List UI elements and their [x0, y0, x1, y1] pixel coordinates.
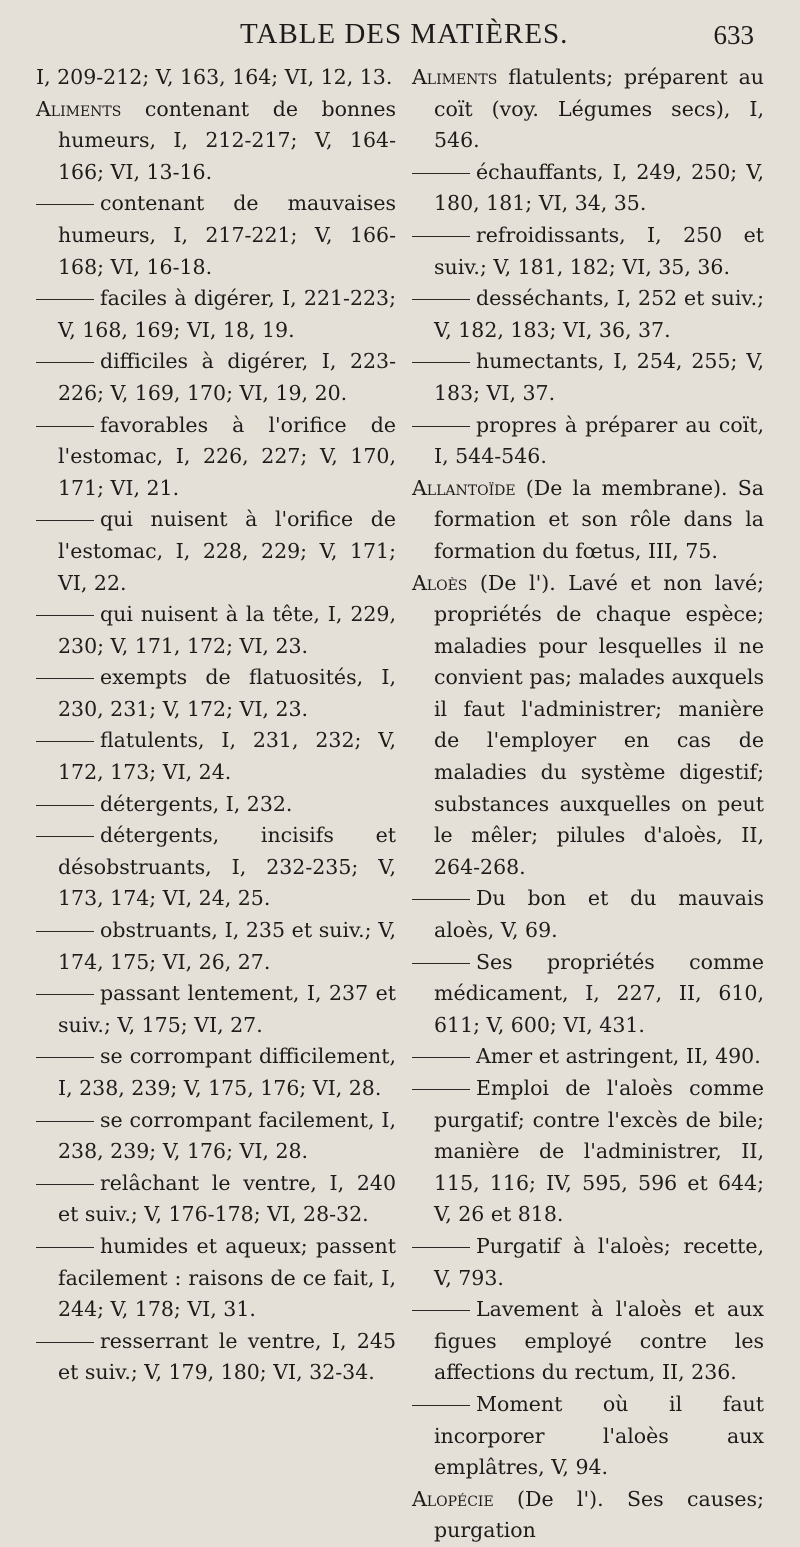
- entry-text: Emploi de l'aloès comme purgatif; contre l'excès de bile; manière de l'administrer, II, 115, 116; IV, 595, 596 et 644; V, 26 et 818.: [434, 1076, 764, 1227]
- ditto-dash: [36, 426, 94, 427]
- entry-text: qui nuisent à la tête, I, 229, 230; V, 171, 172; VI, 23.: [58, 602, 396, 658]
- index-subentry: [412, 883, 764, 946]
- index-subentry: [412, 1294, 764, 1389]
- entry-text: échauffants, I, 249, 250; V, 180, 181; VI, 34, 35.: [434, 159, 764, 216]
- ditto-dash: [412, 1310, 470, 1311]
- index-subentry: [36, 978, 396, 1041]
- entry-text: (De la membrane). Sa formation et son rôle dans la formation du fœtus, III, 75.: [434, 475, 764, 563]
- ditto-dash: [36, 204, 94, 205]
- page-header: [0, 18, 800, 58]
- entry-text: contenant de mauvaises humeurs, I, 217-221; V, 166-168; VI, 16-18.: [58, 191, 396, 279]
- entry-text: exempts de flatuosités, I, 230, 231; V, 172; VI, 23.: [58, 665, 396, 721]
- index-subentry: [36, 410, 396, 505]
- ditto-dash: [412, 1247, 470, 1248]
- ditto-dash: [412, 899, 470, 900]
- index-subentry: [412, 1073, 764, 1231]
- index-subentry: [36, 1105, 396, 1168]
- entry-keyword: Alopécie: [412, 1486, 494, 1511]
- entry-text: propres à préparer au coït, I, 544-546.: [434, 412, 764, 469]
- index-subentry: [36, 599, 396, 662]
- index-subentry: [412, 410, 764, 473]
- index-subentry: [36, 1326, 396, 1389]
- entry-text: (De l'). Lavé et non lavé; propriétés de chaque espèce; maladies pour lesquelles il ne convient pas; malades auxquels il faut l'administrer; manière de l'employer en cas de maladies du système digestif; substances auxquelles on peut le mêler; pilules d'aloès, II, 264-268.: [434, 570, 764, 879]
- entry-text: Du bon et du mauvais aloès, V, 69.: [434, 886, 764, 943]
- index-column-right: [412, 62, 764, 1547]
- ditto-dash: [36, 520, 94, 521]
- ditto-dash: [36, 362, 94, 363]
- index-entry-heading: [412, 1484, 764, 1547]
- entry-text: relâchant le ventre, I, 240 et suiv.; V, 176-178; VI, 28-32.: [58, 1170, 396, 1227]
- ditto-dash: [412, 299, 470, 300]
- entry-text: qui nuisent à l'orifice de l'estomac, I, 228, 229; V, 171; VI, 22.: [58, 507, 396, 595]
- entry-text: I, 209-212; V, 163, 164; VI, 12, 13.: [36, 65, 393, 89]
- ditto-dash: [36, 1184, 94, 1185]
- ditto-dash: [412, 1057, 470, 1058]
- entry-keyword: Aliments: [412, 65, 498, 89]
- index-subentry: [36, 1041, 396, 1104]
- ditto-dash: [36, 741, 94, 742]
- ditto-dash: [36, 1057, 94, 1058]
- ditto-dash: [412, 173, 470, 174]
- entry-text: Amer et astringent, II, 490.: [476, 1044, 761, 1069]
- index-entry-heading: [412, 568, 764, 884]
- index-subentry: [36, 789, 396, 821]
- entry-text: faciles à digérer, I, 221-223; V, 168, 169; VI, 18, 19.: [58, 286, 396, 342]
- ditto-dash: [412, 1089, 470, 1090]
- index-subentry: [36, 62, 396, 94]
- entry-keyword: Aliments: [36, 96, 122, 121]
- entry-text: difficiles à digérer, I, 223-226; V, 169, 170; VI, 19, 20.: [58, 349, 396, 405]
- ditto-dash: [36, 805, 94, 806]
- index-entry-heading: [412, 62, 764, 157]
- index-entry-heading: [36, 94, 396, 189]
- index-column-left: [36, 62, 396, 1389]
- entry-text: flatulents, I, 231, 232; V, 172, 173; VI, 24.: [58, 728, 396, 785]
- ditto-dash: [36, 678, 94, 679]
- ditto-dash: [36, 931, 94, 932]
- entry-text: Purgatif à l'aloès; recette, V, 793.: [434, 1233, 764, 1290]
- ditto-dash: [36, 1121, 94, 1122]
- index-subentry: [36, 346, 396, 409]
- ditto-dash: [412, 426, 470, 427]
- ditto-dash: [36, 615, 94, 616]
- index-subentry: [36, 1168, 396, 1231]
- entry-keyword: Aloès: [412, 570, 468, 595]
- entry-text: Lavement à l'aloès et aux figues employé contre les affections du rectum, II, 236.: [434, 1297, 764, 1385]
- entry-text: resserrant le ventre, I, 245 et suiv.; V, 179, 180; VI, 32-34.: [58, 1328, 396, 1385]
- ditto-dash: [412, 236, 470, 237]
- entry-text: contenant de bonnes humeurs, I, 212-217; V, 164-166; VI, 13-16.: [58, 96, 396, 184]
- entry-text: Moment où il faut incorporer l'aloès aux emplâtres, V, 94.: [434, 1391, 764, 1480]
- index-subentry: [36, 504, 396, 599]
- entry-text: refroidissants, I, 250 et suiv.; V, 181, 182; VI, 35, 36.: [434, 222, 764, 279]
- index-subentry: [36, 188, 396, 283]
- index-entry-heading: [412, 473, 764, 568]
- index-subentry: [412, 157, 764, 220]
- index-subentry: [412, 283, 764, 346]
- index-subentry: [36, 662, 396, 725]
- ditto-dash: [412, 963, 470, 964]
- ditto-dash: [412, 1405, 470, 1406]
- entry-text: favorables à l'orifice de l'estomac, I, 226, 227; V, 170, 171; VI, 21.: [58, 412, 396, 500]
- index-subentry: [36, 283, 396, 346]
- entry-text: Ses propriétés comme médicament, I, 227, II, 610, 611; V, 600; VI, 431.: [434, 949, 764, 1037]
- entry-text: (De l'). Ses causes; purgation: [434, 1486, 764, 1543]
- ditto-dash: [412, 362, 470, 363]
- running-title: TABLE DES MATIÈRES.: [240, 18, 569, 50]
- page-number: 633: [713, 20, 754, 50]
- entry-text: passant lentement, I, 237 et suiv.; V, 175; VI, 27.: [58, 981, 396, 1037]
- entry-text: obstruants, I, 235 et suiv.; V, 174, 175; VI, 26, 27.: [58, 918, 396, 974]
- ditto-dash: [36, 299, 94, 300]
- ditto-dash: [36, 994, 94, 995]
- index-subentry: [412, 1041, 764, 1073]
- entry-text: flatulents; préparent au coït (voy. Légumes secs), I, 546.: [434, 65, 764, 153]
- ditto-dash: [36, 1247, 94, 1248]
- index-subentry: [412, 220, 764, 283]
- ditto-dash: [36, 836, 94, 837]
- entry-text: humides et aqueux; passent facilement : raisons de ce fait, I, 244; V, 178; VI, 31.: [58, 1233, 396, 1322]
- ditto-dash: [36, 1342, 94, 1343]
- entry-text: humectants, I, 254, 255; V, 183; VI, 37.: [434, 349, 764, 405]
- index-subentry: [412, 1231, 764, 1294]
- index-subentry: [412, 1389, 764, 1484]
- index-subentry: [36, 820, 396, 915]
- entry-text: détergents, I, 232.: [100, 791, 293, 816]
- entry-text: se corrompant facilement, I, 238, 239; V, 176; VI, 28.: [58, 1107, 396, 1164]
- index-subentry: [412, 346, 764, 409]
- index-subentry: [36, 1231, 396, 1326]
- entry-text: détergents, incisifs et désobstruants, I, 232-235; V, 173, 174; VI, 24, 25.: [58, 823, 396, 911]
- entry-text: se corrompant difficilement, I, 238, 239; V, 175, 176; VI, 28.: [58, 1044, 396, 1100]
- index-subentry: [36, 915, 396, 978]
- index-subentry: [36, 725, 396, 788]
- entry-keyword: Allantoïde: [412, 475, 516, 500]
- index-subentry: [412, 947, 764, 1042]
- entry-text: desséchants, I, 252 et suiv.; V, 182, 183; VI, 36, 37.: [434, 286, 764, 342]
